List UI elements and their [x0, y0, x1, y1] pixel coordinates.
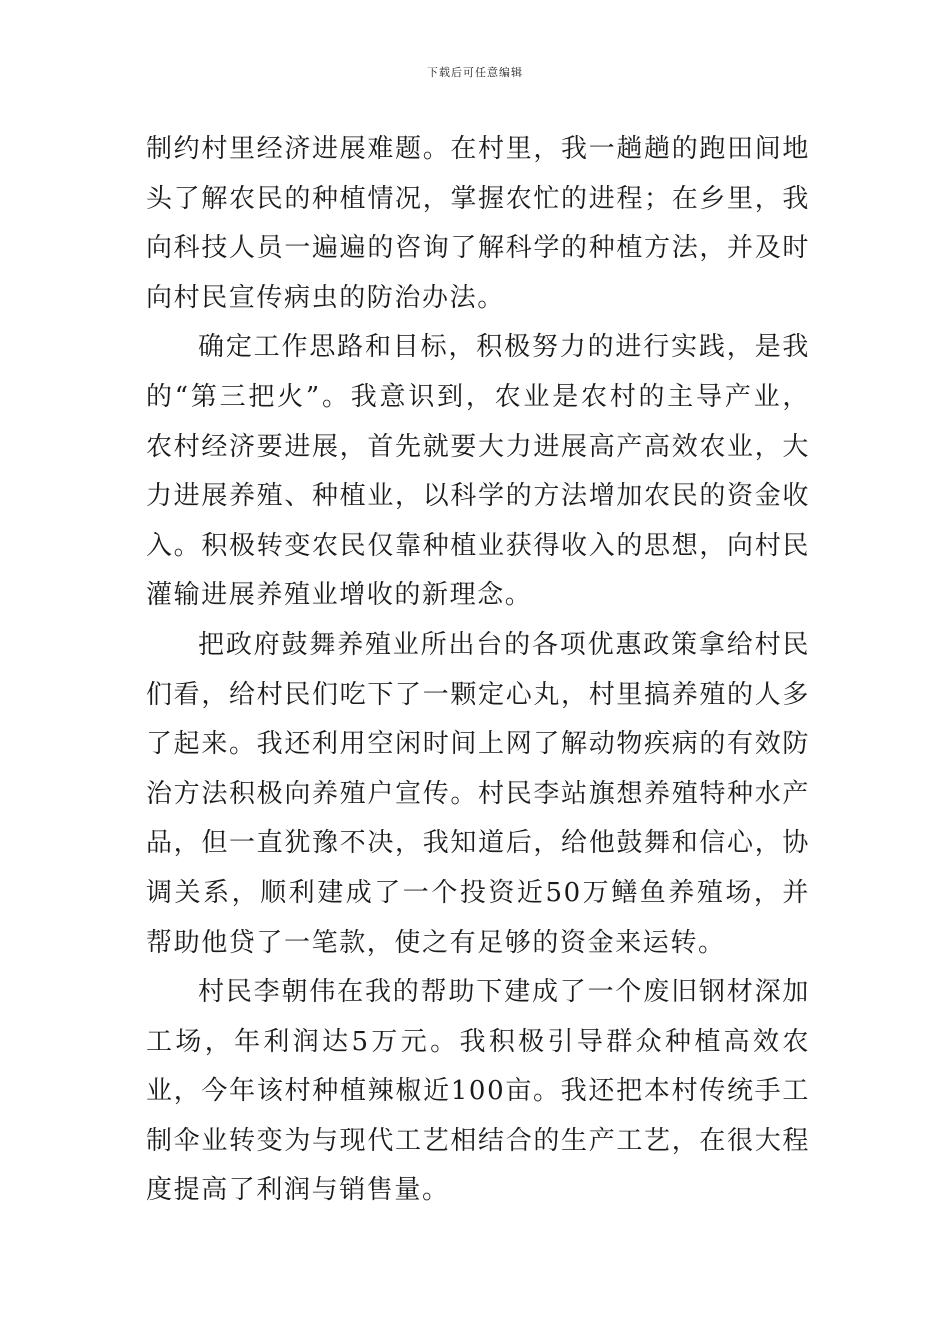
document-body [146, 125, 810, 1216]
paragraph: 把政府鼓舞养殖业所出台的各项优惠政策拿给村民们看，给村民们吃下了一颗定心丸，村里搞养殖的人多了起来。我还利用空闲时间上网了解动物疾病的有效防治方法积极向养殖户宣传。村民李站旗想养殖特种水产品，但一直犹豫不决，我知道后，给他鼓舞和信心，协调关系，顺利建成了一个投资近50万鳝鱼养殖场，并帮助他贷了一笔款，使之有足够的资金来运转。 [146, 629, 810, 958]
paragraph: 制约村里经济进展难题。在村里，我一趟趟的跑田间地头了解农民的种植情况，掌握农忙的进程；在乡里，我向科技人员一遍遍的咨询了解科学的种植方法，并及时向村民宣传病虫的防治办法。 [146, 134, 810, 313]
page-header: 下载后可任意编辑 [427, 66, 523, 79]
paragraph: 村民李朝伟在我的帮助下建成了一个废旧钢材深加工场，年利润达5万元。我积极引导群众种植高效农业，今年该村种植辣椒近100亩。我还把本村传统手工制伞业转变为与现代工艺相结合的生产工艺，在很大程度提高了利润与销售量。 [146, 977, 810, 1206]
paragraph: 确定工作思路和目标，积极努力的进行实践，是我的“第三把火”。我意识到，农业是农村的主导产业，农村经济要进展，首先就要大力进展高产高效农业，大力进展养殖、种植业，以科学的方法增加农民的资金收入。积极转变农民仅靠种植业获得收入的思想，向村民灌输进展养殖业增收的新理念。 [146, 332, 810, 611]
